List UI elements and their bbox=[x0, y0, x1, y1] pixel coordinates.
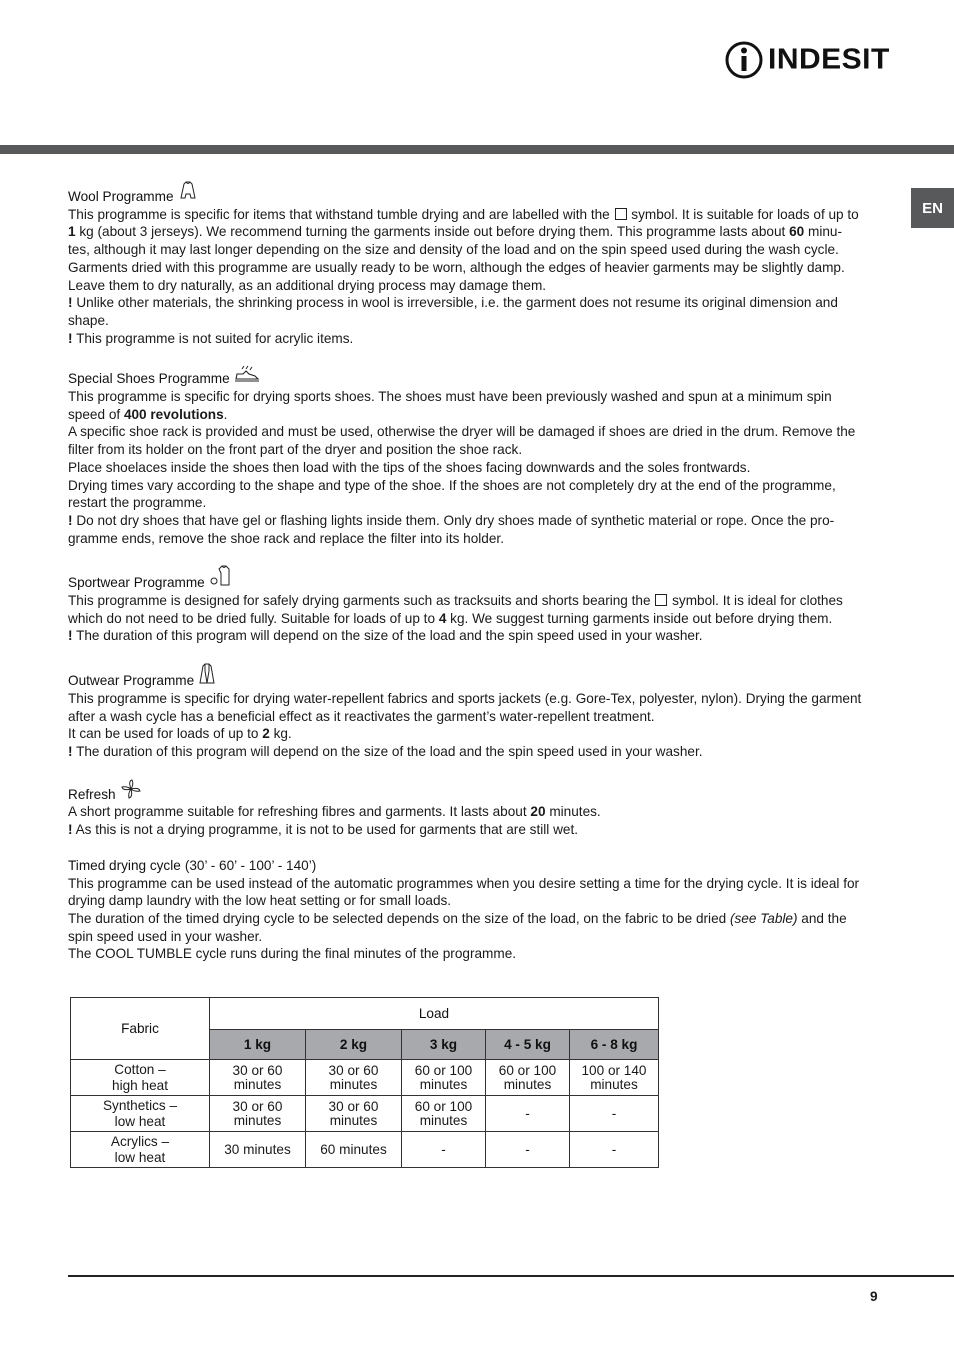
wool-section bbox=[68, 181, 888, 347]
table-cell: 30 or 60 minutes bbox=[210, 1060, 306, 1096]
table-row bbox=[71, 1096, 659, 1132]
shoes-section bbox=[68, 365, 888, 547]
jacket-icon bbox=[198, 663, 216, 690]
section-heading bbox=[68, 857, 888, 875]
paragraph: This programme is designed for safely drying garments such as tracksuits and shorts bearing the symbol. It is ideal for clothes which do not need to be dried fully. Suitable for loads of up to 4 kg. We suggest turning garments inside out before drying them. bbox=[68, 593, 843, 626]
fan-icon bbox=[120, 779, 142, 804]
section-title: Wool Programme bbox=[68, 189, 174, 204]
page-number: 9 bbox=[870, 1289, 878, 1304]
table-row bbox=[71, 1132, 659, 1168]
row-fabric-label: Acrylics – low heat bbox=[71, 1132, 210, 1168]
header-bar bbox=[0, 145, 954, 154]
table-cell: 30 or 60 minutes bbox=[306, 1096, 402, 1132]
warning-note: ! As this is not a drying programme, it is not to be used for garments that are still wet. bbox=[68, 822, 579, 838]
section-heading bbox=[68, 779, 888, 804]
sportwear-icon bbox=[209, 565, 233, 592]
refresh-section bbox=[68, 779, 888, 839]
paragraph: This programme can be used instead of the automatic programmes when you desire setting a time for the drying cycle. It is ideal for drying damp laundry with the low heat setting or for small loads. The duration of the timed drying cycle to be selected depends on the size of the load, on the fabric to be dried (see Table) and the spin speed used in your washer. The COOL TUMBLE cycle runs during the final minutes of the programme. bbox=[68, 875, 860, 962]
table-cell: 30 or 60 minutes bbox=[306, 1060, 402, 1096]
table-header-fabric: Fabric bbox=[71, 998, 210, 1060]
document-body bbox=[68, 181, 888, 963]
table-cell: - bbox=[402, 1132, 486, 1168]
table-cell: 30 minutes bbox=[210, 1132, 306, 1168]
table-cell: - bbox=[486, 1132, 570, 1168]
table-cell: - bbox=[570, 1096, 659, 1132]
table-cell: 100 or 140 minutes bbox=[570, 1060, 659, 1096]
section-title: Outwear Programme bbox=[68, 673, 195, 689]
table-cell: 60 or 100 minutes bbox=[402, 1096, 486, 1132]
section-heading bbox=[68, 565, 888, 592]
paragraph: This programme is specific for items that withstand tumble drying and are labelled with the symbol. It is suitable for loads of up to 1 kg (about 3 jerseys). We recommend turning the garments inside out before drying them. This programme lasts about 60 minu- tes, although it may last longer depending on the size and density of the load and on the spin speed used during the wash cycle. Garments dried with this programme are usually ready to be worn, although the edges of heavier garments may be slightly damp. Leave them to dry naturally, as an additional drying process may damage them. bbox=[68, 206, 859, 293]
warning-note: ! The duration of this program will depend on the size of the load and the spin speed used in your washer. bbox=[68, 743, 703, 759]
column-header: 2 kg bbox=[306, 1029, 402, 1060]
warning-note: ! Unlike other materials, the shrinking process in wool is irreversible, i.e. the garment does not resume its original dimension and shape. bbox=[68, 295, 838, 328]
wool-garment-icon bbox=[178, 181, 198, 206]
brand-logo bbox=[724, 38, 890, 82]
shoe-icon bbox=[234, 365, 260, 388]
row-fabric-label: Synthetics – low heat bbox=[71, 1096, 210, 1132]
table-cell: 30 or 60 minutes bbox=[210, 1096, 306, 1132]
warning-note: ! The duration of this program will depend on the size of the load and the spin speed used in your washer. bbox=[68, 628, 703, 644]
table-cell: 60 minutes bbox=[306, 1132, 402, 1168]
table-cell: 60 or 100 minutes bbox=[486, 1060, 570, 1096]
brand-name: INDESIT bbox=[768, 43, 890, 76]
column-header: 6 - 8 kg bbox=[570, 1029, 659, 1060]
outwear-section bbox=[68, 663, 888, 761]
column-header: 3 kg bbox=[402, 1029, 486, 1060]
column-header: 4 - 5 kg bbox=[486, 1029, 570, 1060]
sportwear-section bbox=[68, 565, 888, 645]
row-fabric-label: Cotton – high heat bbox=[71, 1060, 210, 1096]
paragraph: This programme is specific for drying water-repellent fabrics and sports jackets (e.g. Gore-Tex, polyester, nylon). Drying the garment after a wash cycle has a beneficial effect as it reactivates the garment’s water-repellent treatment. It can be used for loads of up to 2 kg. bbox=[68, 690, 862, 742]
table-cell: - bbox=[486, 1096, 570, 1132]
warning-note: ! This programme is not suited for acrylic items. bbox=[68, 330, 354, 346]
section-heading bbox=[68, 365, 888, 388]
footer-rule bbox=[68, 1275, 954, 1277]
language-tab: EN bbox=[911, 188, 954, 228]
drying-time-table bbox=[70, 997, 659, 1168]
timed-section bbox=[68, 857, 888, 963]
table-header-load: Load bbox=[210, 998, 659, 1030]
section-heading bbox=[68, 663, 888, 690]
paragraph: A short programme suitable for refreshing fibres and garments. It lasts about 20 minutes. bbox=[68, 804, 601, 820]
dryer-symbol-icon bbox=[655, 594, 667, 606]
dryer-symbol-icon bbox=[615, 208, 627, 220]
section-heading bbox=[68, 181, 888, 206]
section-title: Special Shoes Programme bbox=[68, 371, 230, 387]
table-row bbox=[71, 1060, 659, 1096]
warning-note: ! Do not dry shoes that have gel or flashing lights inside them. Only dry shoes made of synthetic material or rope. Once the pro- gramme ends, remove the shoe rack and replace the filter into its holder. bbox=[68, 512, 835, 546]
table-cell: 60 or 100 minutes bbox=[402, 1060, 486, 1096]
section-title: Timed drying cycle bbox=[68, 857, 181, 873]
column-header: 1 kg bbox=[210, 1029, 306, 1060]
section-title: Sportwear Programme bbox=[68, 575, 205, 591]
indesit-i-icon bbox=[724, 40, 764, 80]
table-cell: - bbox=[570, 1132, 659, 1168]
paragraph: This programme is specific for drying sports shoes. The shoes must have been previously washed and spun at a minimum spin speed of 400 revolutions. A specific shoe rack is provided and must be used, otherwise the dryer will be damaged if shoes are dried in the drum. Remove the filter from its holder on the front part of the dryer and position the shoe rack. Place shoelaces inside the shoes then load with the tips of the shoes facing downwards and the soles frontwards. Drying times vary according to the shape and type of the shoe. If the shoes are not completely dry at the end of the programme, restart the programme. bbox=[68, 389, 856, 511]
section-title-times: (30’ - 60’ - 100’ - 140’) bbox=[184, 857, 317, 873]
section-title: Refresh bbox=[68, 786, 116, 802]
